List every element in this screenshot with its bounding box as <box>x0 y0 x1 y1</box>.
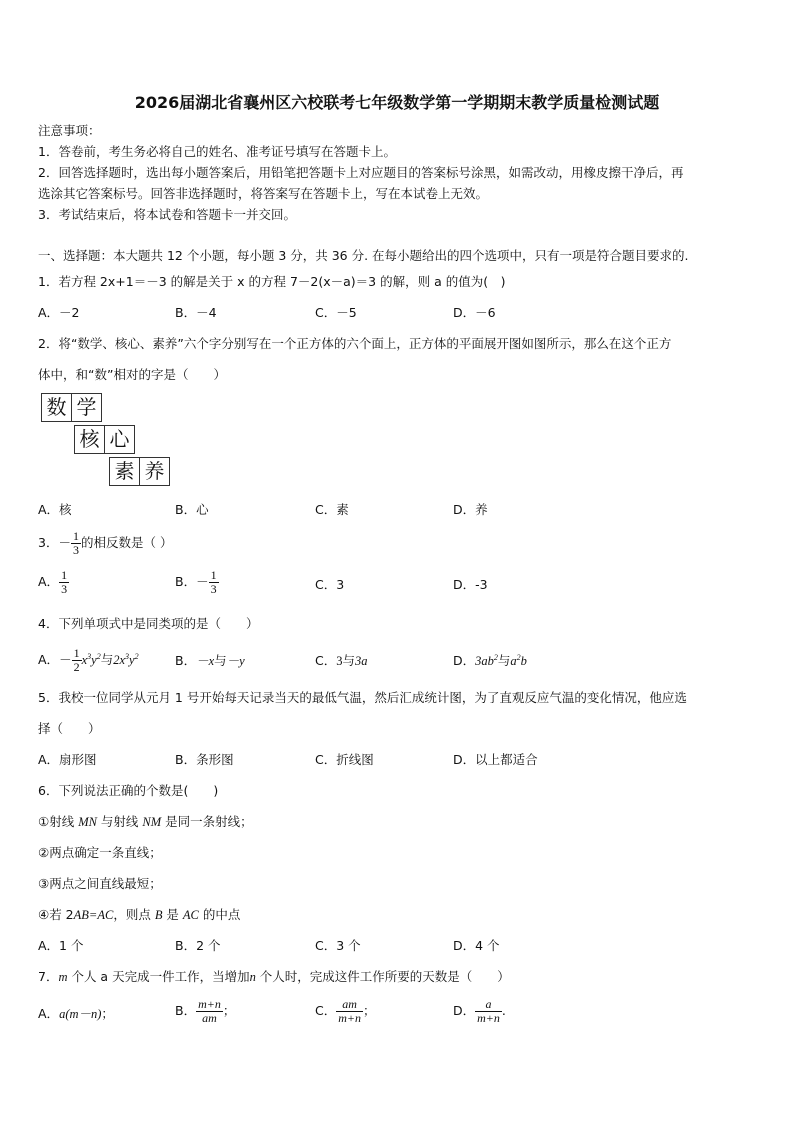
q7-option-b-label: B． <box>175 1003 197 1018</box>
q4-c-and: 与 <box>342 653 355 668</box>
q3-frac-num: 1 <box>72 529 79 543</box>
q3-option-a-label: A． <box>38 574 60 589</box>
q6-option-c: C．3 个 <box>315 938 361 953</box>
q1-option-a: A．－2 <box>38 305 80 320</box>
q4-d-term1: 3ab <box>475 654 494 668</box>
q6-option-b: B．2 个 <box>175 938 221 953</box>
q7-text-2: 个人时，完成这件工作所要的天数是（ ） <box>255 969 510 984</box>
q4-d-exp1: 2 <box>493 652 498 662</box>
notice-item-1: 1．答卷前，考生务必将自己的姓名、准考证号填写在答题卡上。 <box>38 144 396 159</box>
q7-option-c <box>315 996 376 1026</box>
q7-c-end: ； <box>363 1003 376 1018</box>
q3-number: 3． <box>38 535 59 550</box>
q4-a-2x: 2x <box>113 653 126 668</box>
q1-option-c: C．－5 <box>315 305 357 320</box>
q6-statement-4 <box>38 905 240 923</box>
q3-option-b <box>175 568 219 596</box>
q7-option-a <box>38 1004 114 1022</box>
q6-statement-3: ③两点之间直线最短； <box>38 876 162 891</box>
q6-statement-2: ②两点确定一条直线； <box>38 845 162 860</box>
section-heading: 一、选择题：本大题共 12 个小题，每小题 3 分，共 36 分. 在每小题给出的四个选项中，只有一项是符合题目要求的. <box>38 248 689 263</box>
q4-a-y: y <box>91 653 97 668</box>
q4-c-term1: 3 <box>336 654 343 668</box>
q6-s1-part-c: 与射线 <box>96 814 143 829</box>
q7-option-b <box>175 996 235 1026</box>
q4-stem: 4．下列单项式中是同类项的是（ ） <box>38 616 259 631</box>
notice-heading: 注意事项： <box>38 123 101 138</box>
q2-option-d: D．养 <box>453 502 488 517</box>
q7-text-1: 个人 a 天完成一件工作，当增加 <box>67 969 250 984</box>
q4-c-term2: 3a <box>355 654 368 668</box>
q7-d-end: . <box>501 1003 506 1018</box>
q7-option-d <box>453 996 506 1026</box>
q7-a-end: ； <box>101 1006 114 1021</box>
q2-option-c: C．素 <box>315 502 349 517</box>
q4-a-sign: － <box>59 652 72 668</box>
q4-option-d <box>453 651 527 669</box>
q3-sign: － <box>58 535 71 550</box>
q6-s4-ac: AC <box>182 908 199 922</box>
q7-number: 7． <box>38 969 59 984</box>
q3-option-a <box>38 568 69 596</box>
q3-fraction <box>71 530 81 557</box>
q7-stem <box>38 967 510 985</box>
q4-option-b <box>175 651 245 669</box>
q4-a-x: x <box>81 653 88 668</box>
q3-option-b-label: B． <box>175 574 197 589</box>
q2-stem-line2: 体中，和“数”相对的字是（ ） <box>38 367 226 382</box>
q7-d-den: m+n <box>477 1011 500 1025</box>
q3-option-d: D．-3 <box>453 577 488 592</box>
q7-c-fraction <box>336 998 363 1025</box>
net-cell-shu: 数 <box>41 393 72 422</box>
q3-option-b-fraction <box>209 569 219 596</box>
q6-s4-eq: AB=AC <box>73 908 114 922</box>
q4-a-fraction <box>72 647 82 674</box>
q4-option-d-label: D． <box>453 653 476 668</box>
q7-n: n <box>249 970 256 984</box>
notice-item-2-cont: 选涂其它答案标号。回答非选择题时，将答案写在答题卡上，写在本试卷上无效。 <box>38 186 489 201</box>
q6-stem: 6．下列说法正确的个数是( ) <box>38 783 219 798</box>
q2-stem-line1: 2．将“数学、核心、素养”六个字分别写在一个正方体的六个面上，正方体的平面展开图如图所示，那么在这个正方 <box>38 336 672 351</box>
q3-option-b-sign: － <box>196 574 209 589</box>
q7-d-fraction <box>475 998 502 1025</box>
q4-a-exp1: 3 <box>87 652 92 661</box>
q7-c-num: am <box>336 998 363 1012</box>
q3-option-a-fraction <box>59 569 69 596</box>
net-cell-xin: 心 <box>104 425 135 454</box>
q7-b-num: m+n <box>198 997 221 1011</box>
q6-option-a: A．1 个 <box>38 938 84 953</box>
q4-b-and: 与 <box>214 653 227 668</box>
q4-option-c <box>315 651 368 669</box>
q4-d-exp2: 2 <box>516 652 521 662</box>
q3-stem <box>38 529 172 557</box>
q4-option-c-label: C． <box>315 653 337 668</box>
q3-option-c: C．3 <box>315 577 345 592</box>
q4-a-den: 2 <box>73 660 80 675</box>
q4-b-term1: －x <box>196 654 215 668</box>
q3-a-den: 3 <box>61 582 68 596</box>
q4-a-and: 与 <box>100 652 114 668</box>
q3-suffix: 的相反数是（ ） <box>80 535 173 550</box>
q5-option-b: B．条形图 <box>175 752 234 767</box>
q1-option-d: D．－6 <box>453 305 496 320</box>
q4-d-and: 与 <box>497 653 511 668</box>
q4-option-b-label: B． <box>175 653 197 668</box>
q5-option-a: A．扇形图 <box>38 752 97 767</box>
q3-b-den: 3 <box>210 582 217 596</box>
notice-item-3: 3．考试结束后，将本试卷和答题卡一并交回。 <box>38 207 296 222</box>
q6-statement-1 <box>38 812 253 830</box>
page-title: 2026届湖北省襄州区六校联考七年级数学第一学期期末教学质量检测试题 <box>134 93 660 112</box>
q4-d-term2: a <box>510 654 517 668</box>
q7-m: m <box>58 970 68 984</box>
q4-a-exp3: 3 <box>125 652 130 661</box>
net-cell-he: 核 <box>74 425 105 454</box>
q6-s4-part-e: 是 <box>162 907 183 922</box>
q7-d-num: a <box>475 998 502 1012</box>
q5-option-c: C．折线图 <box>315 752 374 767</box>
q6-s1-part-a: ①射线 <box>38 814 79 829</box>
q4-option-a-label: A． <box>38 652 60 668</box>
q6-s1-nm: NM <box>142 815 162 829</box>
q6-s4-part-g: 的中点 <box>198 907 241 922</box>
q4-a-exp2: 2 <box>96 652 101 661</box>
q5-stem-line1: 5．我校一位同学从元月 1 号开始每天记录当天的最低气温，然后汇成统计图，为了直观反应气温的变化情况，他应选 <box>38 690 687 705</box>
q6-s1-mn: MN <box>78 815 97 829</box>
q3-a-num: 1 <box>61 568 68 582</box>
q6-option-d: D．4 个 <box>453 938 500 953</box>
q3-frac-den: 3 <box>72 543 79 557</box>
q7-b-fraction <box>196 998 223 1025</box>
q6-s1-part-e: 是同一条射线； <box>161 814 253 829</box>
q4-b-term2: －y <box>226 654 245 668</box>
q6-s4-part-c: ，则点 <box>113 907 155 922</box>
q2-option-a: A．核 <box>38 502 72 517</box>
q5-option-d: D．以上都适合 <box>453 752 538 767</box>
net-cell-yang: 养 <box>139 457 170 486</box>
q3-b-num: 1 <box>210 568 217 582</box>
net-cell-xue: 学 <box>71 393 102 422</box>
q6-s4-b: B <box>154 908 163 922</box>
notice-item-2: 2．回答选择题时，选出每小题答案后，用铅笔把答题卡上对应题目的答案标号涂黑，如需改动，用橡皮擦干净后，再 <box>38 165 684 180</box>
q7-option-a-label: A． <box>38 1006 60 1021</box>
q1-stem: 1．若方程 2x+1＝－3 的解是关于 x 的方程 7－2(x－a)＝3 的解，则 a 的值为( ) <box>38 274 506 289</box>
q7-option-c-label: C． <box>315 1003 337 1018</box>
q6-s4-part-a: ④若 2 <box>38 907 74 922</box>
q4-d-term3: b <box>520 654 527 668</box>
q7-c-den: m+n <box>338 1011 361 1025</box>
q4-a-y2: y <box>129 653 135 668</box>
q7-a-expr: a(m－n) <box>59 1007 102 1021</box>
q4-a-num: 1 <box>73 646 80 661</box>
q5-stem-line2: 择（ ） <box>38 721 101 736</box>
q7-b-end: ； <box>222 1003 236 1018</box>
net-cell-su: 素 <box>109 457 140 486</box>
q2-option-b: B．心 <box>175 502 209 517</box>
q7-b-den: am <box>202 1011 217 1025</box>
q4-option-a <box>38 643 139 674</box>
q1-option-b: B．－4 <box>175 305 217 320</box>
q7-option-d-label: D． <box>453 1003 476 1018</box>
q4-a-exp4: 2 <box>134 652 139 661</box>
